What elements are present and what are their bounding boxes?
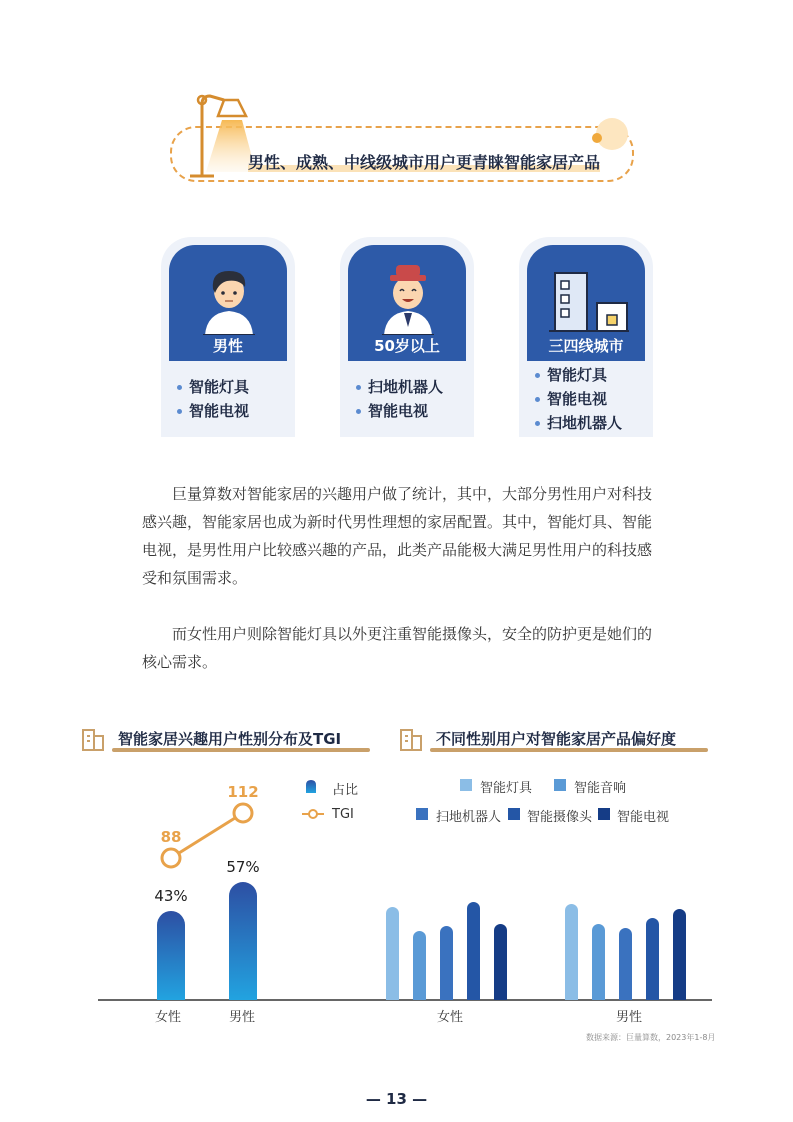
- legend-bar-icon: [304, 779, 320, 793]
- list-item: 智能电视: [161, 399, 295, 423]
- dot-decoration: [592, 133, 602, 143]
- right-chart-title: 不同性别用户对智能家居产品偏好度: [436, 730, 677, 748]
- preference-bar: [673, 909, 686, 1000]
- legend-swatch: [416, 808, 428, 820]
- legend-label: 占比: [332, 783, 359, 798]
- legend-line-icon: [302, 807, 324, 821]
- preference-bar: [386, 907, 399, 1000]
- preference-bar: [494, 924, 507, 1000]
- building-small-icon: [80, 726, 106, 752]
- preference-bar: [467, 902, 480, 1000]
- title-underline: [112, 748, 370, 752]
- card-label: 50岁以上: [374, 337, 440, 355]
- preference-bar: [565, 904, 578, 1000]
- legend-swatch: [554, 779, 566, 791]
- card-header: [348, 245, 466, 361]
- card-header: [527, 245, 645, 361]
- legend-label: TGI: [332, 807, 354, 822]
- tgi-data-label: 112: [227, 783, 259, 801]
- list-item: 智能灯具: [519, 363, 653, 387]
- tgi-point: [162, 849, 180, 867]
- elder-avatar-icon: [378, 261, 438, 335]
- card-list: [519, 363, 653, 435]
- list-item: 扫地机器人: [519, 411, 653, 435]
- share-data-label: 57%: [226, 858, 260, 876]
- list-item: 扫地机器人: [340, 375, 474, 399]
- building-small-icon: [398, 726, 424, 752]
- preference-bar: [592, 924, 605, 1000]
- legend-label: 智能摄像头: [527, 810, 593, 825]
- x-tick-label: 男性: [616, 1010, 643, 1025]
- legend-label: 智能灯具: [480, 781, 533, 796]
- card-age: [340, 237, 474, 437]
- data-source: 数据来源：巨量算数，2023年1-8月: [586, 1033, 716, 1042]
- card-label: 三四线城市: [548, 337, 624, 355]
- list-item: 智能灯具: [161, 375, 295, 399]
- body-paragraph: 巨量算数对智能家居的兴趣用户做了统计，其中，大部分男性用户对科技感兴趣，智能家居也成为新时代男性理想的家居配置。其中，智能灯具、智能电视，是男性用户比较感兴趣的产品，此类产品能极大满足男性用户的科技感受和氛围需求。: [142, 485, 653, 587]
- share-data-label: 43%: [154, 886, 188, 905]
- body-paragraph: 而女性用户则除智能灯具以外更注重智能摄像头，安全的防护更是她们的核心需求。: [142, 625, 653, 671]
- page-number: — 13 —: [365, 1090, 428, 1108]
- share-bar: [229, 882, 257, 1000]
- banner-title: 男性、成熟、中线级城市用户更青睐智能家居产品: [248, 153, 601, 172]
- preference-bar: [646, 918, 659, 1000]
- legend-swatch: [508, 808, 520, 820]
- preference-bar: [413, 931, 426, 1000]
- x-tick-label: 女性: [437, 1010, 464, 1025]
- building-icon: [549, 265, 629, 335]
- x-tick-label: 男性: [229, 1010, 256, 1025]
- x-tick-label: 女性: [155, 1010, 182, 1025]
- share-bar: [157, 911, 185, 1000]
- man-avatar-icon: [199, 263, 259, 335]
- card-male: [161, 237, 295, 437]
- preference-bar: [619, 928, 632, 1000]
- left-chart-title: 智能家居兴趣用户性别分布及TGI: [118, 730, 342, 748]
- legend-swatch: [460, 779, 472, 791]
- card-list: [161, 375, 295, 423]
- legend-label: 扫地机器人: [436, 810, 502, 825]
- card-header: [169, 245, 287, 361]
- tgi-line: [171, 813, 243, 858]
- card-label: 男性: [212, 337, 243, 355]
- card-list: [340, 375, 474, 423]
- tgi-data-label: 88: [160, 828, 182, 846]
- legend-label: 智能音响: [574, 781, 627, 796]
- list-item: 智能电视: [340, 399, 474, 423]
- title-underline: [430, 748, 708, 752]
- list-item: 智能电视: [519, 387, 653, 411]
- tgi-point: [234, 804, 252, 822]
- charts-area: [0, 760, 793, 1050]
- preference-bar: [440, 926, 453, 1000]
- legend-label: 智能电视: [617, 810, 670, 825]
- card-city: [519, 237, 653, 437]
- legend-swatch: [598, 808, 610, 820]
